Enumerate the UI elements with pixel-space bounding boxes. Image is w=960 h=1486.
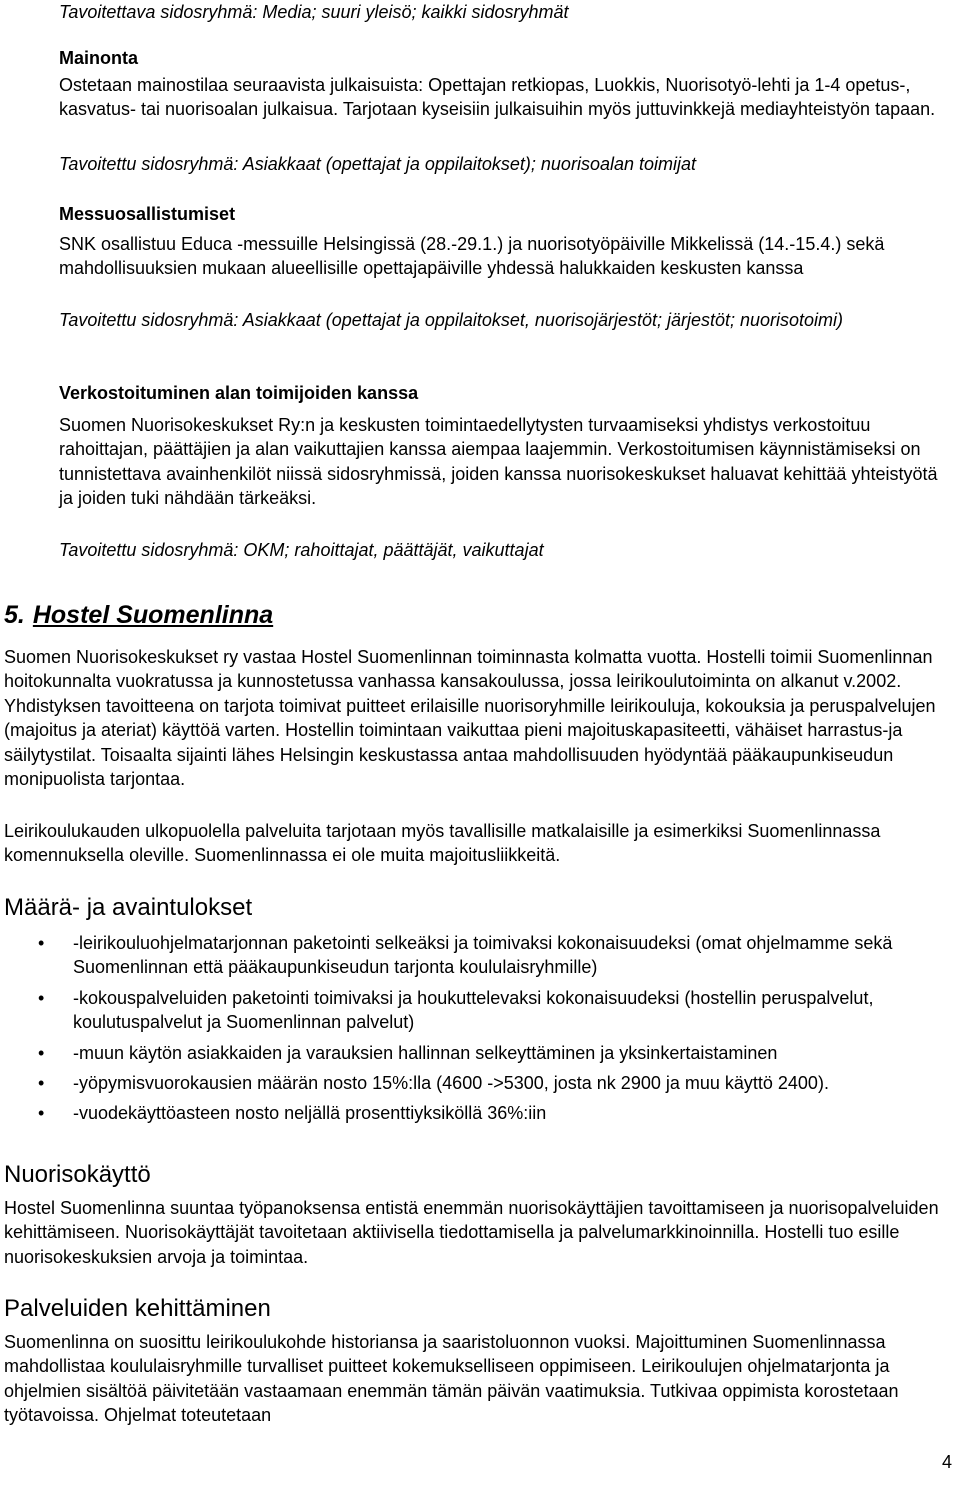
palvelu-heading: Palveluiden kehittäminen (4, 1295, 271, 1322)
list-item-text: -yöpymisvuorokausien määrän nosto 15%:lla (4600 ->5300, josta nk 2900 ja muu käyttö 2400). (73, 1073, 829, 1094)
bullet-icon: • (38, 1103, 45, 1124)
hostel-intro-paragraph-2: Leirikoulukauden ulkopuolella palveluita tarjotaan myös tavallisille matkalaisille ja esimerkiksi Suomenlinnassa komennuksella oleville. Suomenlinnassa ei ole muita majoitusliikkeitä. (4, 821, 881, 866)
messu-heading: Messuosallistumiset (59, 204, 236, 224)
mainonta-heading: Mainonta (59, 48, 138, 68)
list-item-text: -leirikouluohjelmatarjonnan paketointi selkeäksi ja toimivaksi kokonaisuudeksi (omat ohjelmamme sekä Suomenlinnan että pääkaupunkiseudun tarjonta koululaisryhmille) (73, 933, 893, 978)
list-item (4, 1041, 954, 1065)
messu-target-line: Tavoitettu sidosryhmä: Asiakkaat (opettajat ja oppilaitokset, nuorisojärjestöt; järjestöt; nuorisotoimi) (59, 310, 844, 330)
verkosto-paragraph: Suomen Nuorisokeskukset Ry:n ja keskusten toimintaedellytysten turvaamiseksi yhdistys verkostoituu rahoittajan, päättäjien ja alan vaikuttajien kanssa aiempaa laajemmin. Verkostoitumisen käynnistämiseksi on tunnistettava avainhenkilöt niissä sidosryhmissä, joiden kanssa nuorisokeskukset haluavat kehittää yhteistyötä ja joiden tuki nähdään tärkeäksi. (59, 415, 938, 509)
mainonta-paragraph: Ostetaan mainostilaa seuraavista julkaisuista: Opettajan retkiopas, Luokkis, Nuorisotyö-lehti ja 1-4 opetus-, kasvatus- tai nuorisoalan julkaisua. Tarjotaan kyseisiin julkaisuihin myös juttuvinkkejä mediayhteistyön tapaan. (59, 75, 936, 120)
list-item (4, 931, 954, 980)
hostel-intro-paragraph: Suomen Nuorisokeskukset ry vastaa Hostel Suomenlinnan toiminnasta kolmatta vuotta. Hostelli toimii Suomenlinnan hoitokunnalta vuokratussa ja kunnostetussa vanhassa kansakoulussa, jossa leirikoulutoiminta on alkanut v.2002. Yhdistyksen tavoitteena on tarjota toimivat puitteet erilaisille nuorisoryhmille leirikouluja, kokouksia ja peruspalvelujen (majoitus ja ateriat) käyttöä varten. Hostellin toimintaan vaikuttaa pieni majoituskapasiteetti, vähäiset harrastus-ja säilytystilat. Toisaalta sijainti lähes Helsingin keskustassa antaa mahdollisuuden hyödyntää pääkaupunkiseudun monipuolista tarjontaa. (4, 647, 936, 790)
list-item-text: -kokouspalveluiden paketointi toimivaksi ja houkuttelevaksi kokonaisuudeksi (hostellin peruspalvelut, koulutuspalvelut ja Suomenlinnan palvelut) (73, 987, 874, 1033)
verkosto-target-line: Tavoitettu sidosryhmä: OKM; rahoittajat, päättäjät, vaikuttajat (59, 540, 544, 560)
bullet-icon: • (38, 1073, 45, 1094)
bullet-icon: • (38, 933, 45, 953)
mainonta-target-line: Tavoitettu sidosryhmä: Asiakkaat (opettajat ja oppilaitokset); nuorisoalan toimijat (59, 154, 696, 174)
target-media-line: Tavoitettava sidosryhmä: Media; suuri yleisö; kaikki sidosryhmät (59, 2, 569, 22)
bullet-icon: • (38, 987, 45, 1008)
bullet-icon: • (38, 1042, 45, 1063)
messu-paragraph: SNK osallistuu Educa -messuille Helsingissä (28.-29.1.) ja nuorisotyöpäiville Mikkelissä (14.-15.4.) sekä mahdollisuuksien mukaan alueellisille opettajapäiville yhdessä halukkaiden keskusten kanssa (59, 234, 885, 279)
nuoriso-heading: Nuorisokäyttö (4, 1161, 151, 1188)
section-number: 5. (4, 601, 25, 629)
results-list (4, 931, 954, 1132)
section-heading-hostel (4, 600, 954, 630)
maara-heading: Määrä- ja avaintulokset (4, 894, 253, 921)
section-title: Hostel Suomenlinna (32, 601, 274, 629)
palvelu-paragraph: Suomenlinna on suosittu leirikoulukohde historiansa ja saaristoluonnon vuoksi. Majoittuminen Suomenlinnassa mahdollistaa koululaisryhmille turvalliset puitteet kokemukselliseen oppimiseen. Leirikoulujen ohjelmatarjonta ja ohjelmien sisältöä päivitetään vastaamaan enemmän tämän päivän vaatimuksia. Tutkivaa oppimista korostetaan työtavoissa. Ohjelmat toteutetaan (4, 1332, 899, 1426)
list-item (4, 1101, 954, 1125)
list-item-text: -vuodekäyttöasteen nosto neljällä prosenttiyksiköllä 36%:iin (73, 1103, 547, 1124)
list-item-text: -muun käytön asiakkaiden ja varauksien hallinnan selkeyttäminen ja yksinkertaistaminen (73, 1042, 778, 1063)
nuoriso-paragraph: Hostel Suomenlinna suuntaa työpanoksensa entistä enemmän nuorisokäyttäjien tavoittamiseen ja nuorisopalveluiden kehittämiseen. Nuorisokäyttäjät tavoitetaan aktiivisella tiedottamisella ja palvelumarkkinoinnilla. Hostelli tuo esille nuorisokeskuksien arvoja ja toimintaa. (4, 1198, 939, 1267)
verkosto-heading: Verkostoituminen alan toimijoiden kanssa (59, 383, 419, 403)
list-item (4, 1071, 954, 1095)
list-item (4, 986, 954, 1035)
page-number: 4 (942, 1452, 953, 1472)
